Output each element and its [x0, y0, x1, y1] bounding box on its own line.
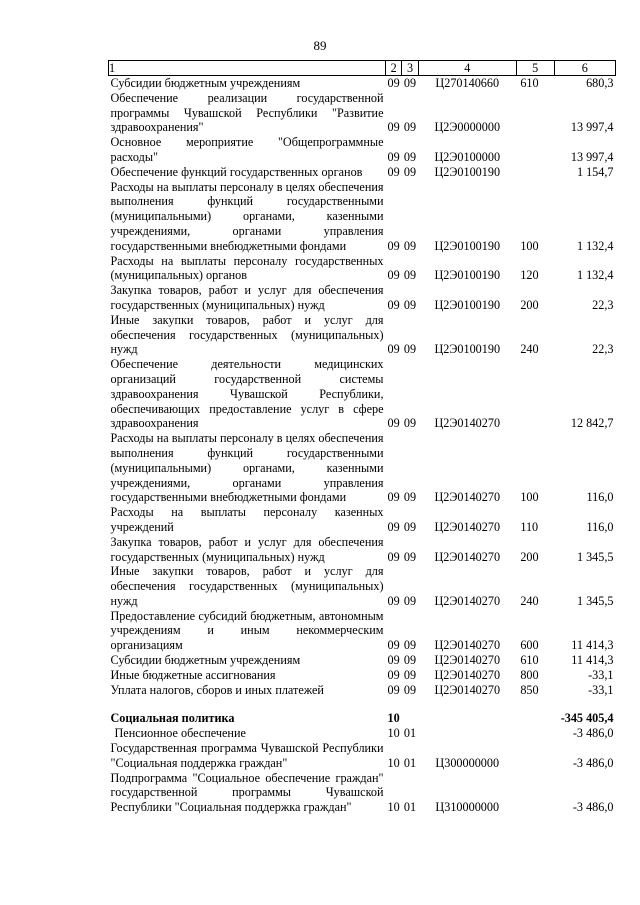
row-section: 09	[387, 416, 400, 431]
header-row	[109, 61, 616, 76]
table-row	[109, 135, 616, 165]
table-row	[109, 726, 616, 741]
row-expense-type: 850	[520, 682, 539, 697]
row-target-code: Ц2Э0100190	[434, 164, 501, 179]
row-amount: -3 486,0	[572, 800, 614, 815]
table-row	[109, 76, 616, 91]
row-subsection: 09	[403, 667, 417, 682]
row-expense-type	[516, 726, 554, 741]
row-section: 09	[387, 238, 400, 253]
row-section: 09	[387, 593, 400, 608]
row-expense-type	[516, 357, 554, 431]
row-name: Пенсионное обеспечение	[114, 726, 246, 741]
row-name: Уплата налогов, сборов и иных платежей	[110, 682, 324, 697]
row-section: 09	[387, 149, 400, 164]
row-name: Субсидии бюджетным учреждениям	[110, 76, 301, 90]
row-section: 10	[387, 726, 400, 741]
row-subsection: 09	[403, 149, 417, 164]
row-expense-type: 110	[520, 519, 539, 534]
row-subsection: 09	[403, 297, 417, 312]
row-amount: 22,3	[592, 297, 614, 312]
row-target-code: Ц270140660	[435, 76, 500, 90]
row-name: Иные закупки товаров, работ и услуг для обеспечения государственных (муниципальных) нужд	[110, 312, 384, 357]
row-subsection: 09	[403, 416, 417, 431]
section-code: 10	[387, 711, 400, 726]
header-col-3: 3	[402, 61, 418, 76]
row-name: Предоставление субсидий бюджетным, автономным учреждениям и иным некоммерческим организациям	[110, 608, 384, 653]
row-subsection: 09	[403, 490, 417, 505]
row-expense-type: 610	[520, 76, 539, 90]
row-expense-type: 200	[520, 549, 539, 564]
row-target-code: Ц2Э0140270	[434, 416, 501, 431]
row-expense-type	[516, 741, 554, 771]
row-subsection: 01	[403, 726, 417, 741]
header-col-6: 6	[554, 61, 615, 76]
row-section: 09	[387, 667, 400, 682]
row-section: 09	[387, 342, 400, 357]
row-name: Государственная программа Чувашской Республики "Социальная поддержка граждан"	[110, 741, 384, 770]
row-target-code: Ц2Э0100190	[434, 297, 501, 312]
header-col-4: 4	[418, 61, 516, 76]
row-section: 09	[387, 297, 400, 312]
header-col-1: 1	[109, 61, 386, 76]
row-target-code: Ц2Э0140270	[434, 593, 501, 608]
row-section: 09	[387, 120, 400, 135]
row-expense-type	[516, 91, 554, 135]
row-target-code: Ц2Э0100000	[434, 149, 501, 164]
spacer-row	[109, 697, 616, 711]
row-section: 09	[387, 490, 400, 505]
budget-table	[108, 60, 616, 815]
row-amount: 12 842,7	[570, 416, 614, 431]
section-row	[109, 711, 616, 726]
row-amount: 1 345,5	[576, 549, 614, 564]
row-amount: 116,0	[586, 490, 614, 505]
row-target-code	[418, 726, 516, 741]
table-row	[109, 283, 616, 313]
row-name: Подпрограмма "Социальное обеспечение граждан" государственной программы Чувашской Республики "Социальная поддержка граждан"	[110, 770, 384, 815]
table-row	[109, 609, 616, 653]
row-subsection: 09	[403, 76, 417, 90]
row-name: Обеспечение деятельности медицинских организаций государственной системы здравоохранения Чувашской Республики, обеспечивающих предоставление услуг в сфере здравоохранения	[110, 357, 384, 431]
row-amount: -33,1	[588, 667, 614, 682]
row-name: Иные бюджетные ассигнования	[110, 667, 276, 682]
row-section: 09	[387, 638, 400, 653]
row-target-code: Ц2Э0140270	[434, 519, 501, 534]
row-subsection: 09	[403, 238, 417, 253]
row-expense-type: 120	[520, 268, 539, 283]
row-section: 09	[387, 682, 400, 697]
row-name: Иные закупки товаров, работ и услуг для обеспечения государственных (муниципальных) нужд	[110, 564, 384, 608]
table-row	[109, 357, 616, 431]
row-expense-type: 240	[520, 342, 539, 357]
row-target-code: Ц2Э0100190	[434, 238, 501, 253]
row-name: Расходы на выплаты персоналу в целях обеспечения выполнения функций государственными (муниципальными) органами, казенными учреждениями, органами управления государственными внебюджетными фондами	[110, 179, 384, 253]
row-target-code: Ц2Э0100190	[434, 342, 501, 357]
row-subsection: 01	[403, 800, 417, 815]
row-section: 09	[387, 653, 400, 668]
row-expense-type: 100	[520, 490, 539, 505]
row-section: 10	[387, 800, 400, 815]
row-subsection: 09	[403, 519, 417, 534]
row-subsection: 09	[403, 593, 417, 608]
table-row	[109, 180, 616, 254]
row-expense-type	[516, 135, 554, 165]
row-amount: 1 154,7	[576, 164, 614, 179]
row-target-code: Ц2Э0140270	[434, 682, 501, 697]
row-subsection: 09	[403, 120, 417, 135]
row-subsection: 09	[403, 549, 417, 564]
row-target-code: Ц2Э0140270	[434, 490, 501, 505]
row-subsection: 09	[403, 342, 417, 357]
row-amount: 1 132,4	[576, 238, 614, 253]
row-target-code: Ц2Э0140270	[434, 638, 501, 653]
row-target-code: Ц2Э0000000	[434, 120, 501, 135]
table-row	[109, 313, 616, 357]
row-section: 10	[387, 755, 400, 770]
row-name: Субсидии бюджетным учреждениям	[110, 653, 301, 668]
row-target-code: Ц2Э0140270	[434, 667, 501, 682]
table-row	[109, 505, 616, 535]
table-row	[109, 431, 616, 505]
row-target-code: Ц2Э0140270	[434, 653, 501, 668]
row-subsection: 01	[403, 755, 417, 770]
row-section: 09	[387, 76, 400, 90]
row-subsection: 09	[403, 653, 417, 668]
row-amount: 1 132,4	[576, 268, 614, 283]
row-section: 09	[387, 268, 400, 283]
row-amount: 1 345,5	[576, 593, 614, 608]
row-amount: 11 414,3	[571, 638, 614, 653]
row-section: 09	[387, 164, 400, 179]
row-name: Расходы на выплаты персоналу государственных (муниципальных) органов	[110, 253, 384, 283]
table-row	[109, 165, 616, 180]
row-name: Расходы на выплаты персоналу в целях обеспечения выполнения функций государственными (муниципальными) органами, казенными учреждениями, органами управления государственными внебюджетными фондами	[110, 431, 384, 505]
table-row	[109, 741, 616, 771]
table-row	[109, 683, 616, 698]
row-expense-type: 200	[520, 297, 539, 312]
row-expense-type	[516, 165, 554, 180]
row-amount: -3 486,0	[572, 726, 614, 741]
row-amount: 13 997,4	[570, 149, 614, 164]
row-target-code: Ц300000000	[435, 755, 500, 770]
table-row	[109, 653, 616, 668]
row-section: 09	[387, 519, 400, 534]
row-target-code: Ц310000000	[435, 800, 500, 815]
row-name: Расходы на выплаты персоналу казенных учреждений	[110, 505, 384, 534]
row-expense-type: 800	[520, 667, 539, 682]
section-sum: -345 405,4	[560, 711, 614, 726]
page-number: 89	[313, 38, 327, 53]
table-body-main	[109, 76, 616, 698]
row-name: Обеспечение реализации государственной программы Чувашской Республики "Развитие здравоохранения"	[110, 90, 384, 135]
header-col-2: 2	[386, 61, 402, 76]
table-row	[109, 771, 616, 815]
section-name: Социальная политика	[110, 711, 235, 726]
row-target-code: Ц2Э0140270	[434, 549, 501, 564]
row-expense-type: 100	[520, 238, 539, 253]
row-amount: -33,1	[588, 682, 614, 697]
row-amount: 116,0	[586, 519, 614, 534]
row-name: Обеспечение функций государственных органов	[110, 164, 363, 179]
row-subsection: 09	[403, 268, 417, 283]
table-row	[109, 254, 616, 284]
table-row	[109, 564, 616, 608]
row-target-code: Ц2Э0100190	[434, 268, 501, 283]
row-name: Закупка товаров, работ и услуг для обеспечения государственных (муниципальных) нужд	[110, 283, 384, 312]
row-subsection: 09	[403, 682, 417, 697]
row-subsection: 09	[403, 638, 417, 653]
table-row	[109, 535, 616, 565]
row-amount: 22,3	[592, 342, 614, 357]
row-amount: 13 997,4	[570, 120, 614, 135]
table-body-social	[109, 726, 616, 815]
row-expense-type: 600	[520, 638, 539, 653]
header-col-5: 5	[516, 61, 554, 76]
row-expense-type: 240	[520, 593, 539, 608]
row-section: 09	[387, 549, 400, 564]
table-row	[109, 91, 616, 135]
row-expense-type	[516, 771, 554, 815]
row-name: Закупка товаров, работ и услуг для обеспечения государственных (муниципальных) нужд	[110, 534, 384, 564]
row-amount: -3 486,0	[572, 755, 614, 770]
row-expense-type: 610	[520, 653, 539, 668]
row-amount: 680,3	[586, 76, 614, 90]
row-name: Основное мероприятие "Общепрограммные расходы"	[110, 135, 384, 164]
row-amount: 11 414,3	[571, 653, 614, 668]
row-subsection: 09	[403, 164, 417, 179]
table-row	[109, 668, 616, 683]
table-body-section	[109, 697, 616, 726]
